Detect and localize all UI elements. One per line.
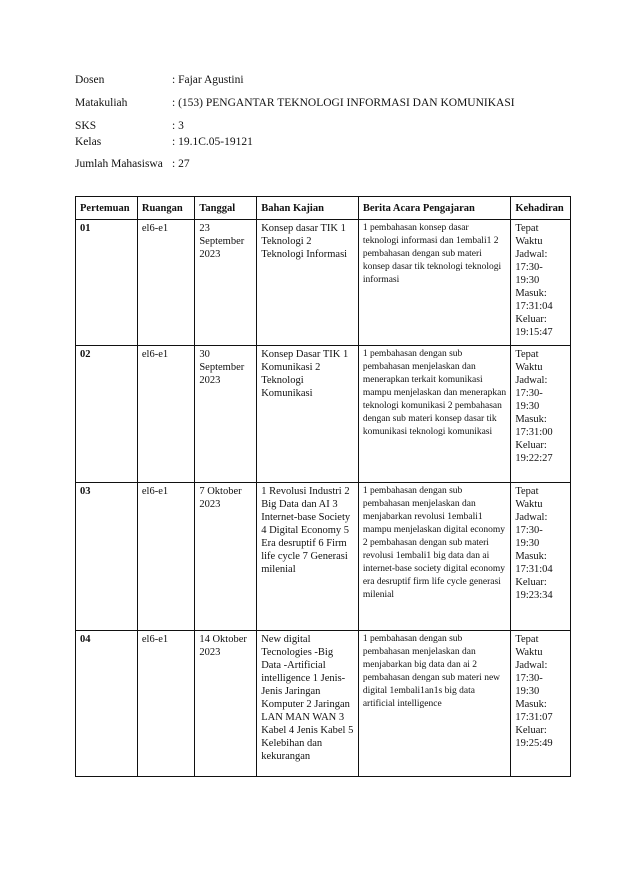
students-row [75, 150, 555, 178]
attendance-status: Tepat Waktu [515, 486, 543, 510]
attendance-in: Masuk: 17:31:07 [515, 699, 553, 723]
meeting-number: 01 [76, 220, 138, 346]
lecturer-label: Dosen [75, 74, 105, 86]
lecturer-row [75, 72, 555, 88]
course-info [75, 72, 555, 178]
attendance-cell [511, 220, 571, 346]
column-header: Tanggal [195, 197, 257, 220]
room-cell: el6-e1 [137, 631, 194, 777]
attendance-cell [511, 346, 571, 483]
room-cell: el6-e1 [137, 346, 194, 483]
date-cell: 30 September 2023 [195, 346, 257, 483]
teaching-report-cell: 1 pembahasan dengan sub pembahasan menjelaskan dan menerapkan terkait komunikasi mampu menjelaskan dan menerapkan teknologi komunikasi 2 pembahasan dengan sub materi konsep dasar tik komunikasi teknologi komunikasi [358, 346, 510, 483]
class-label: Kelas [75, 136, 102, 148]
attendance-status: Tepat Waktu [515, 634, 543, 658]
course-label: Matakuliah [75, 97, 128, 109]
topic-cell: New digital Tecnologies -Big Data -Artificial intelligence 1 Jenis-Jenis Jaringan Komputer 2 Jaringan LAN MAN WAN 3 Kabel 4 Jenis Kabel 5 Kelebihan dan kekurangan [257, 631, 359, 777]
attendance-cell [511, 631, 571, 777]
date-cell: 7 Oktober 2023 [195, 483, 257, 631]
attendance-in: Masuk: 17:31:04 [515, 551, 553, 575]
teaching-report-cell: 1 pembahasan konsep dasar teknologi informasi dan 1embali1 2 pembahasan dengan sub materi konsep dasar tik teknologi teknologi informasi [358, 220, 510, 346]
attendance-out: Keluar: 19:15:47 [515, 314, 553, 338]
topic-cell: Konsep Dasar TIK 1 Komunikasi 2 Teknologi Komunikasi [257, 346, 359, 483]
meeting-number: 02 [76, 346, 138, 483]
attendance-out: Keluar: 19:22:27 [515, 440, 553, 464]
topic-cell: 1 Revolusi Industri 2 Big Data dan AI 3 Internet-base Society 4 Digital Economy 5 Era desruptif 6 Firm life cycle 7 Generasi milenial [257, 483, 359, 631]
table-row [76, 483, 571, 631]
column-header: Ruangan [137, 197, 194, 220]
course-value: : (153) PENGANTAR TEKNOLOGI INFORMASI DAN KOMUNIKASI [172, 97, 515, 109]
date-cell: 23 September 2023 [195, 220, 257, 346]
table-row [76, 346, 571, 483]
credits-row [75, 118, 555, 134]
teaching-report-cell: 1 pembahasan dengan sub pembahasan menjelaskan dan menjabarkan big data dan ai 2 pembahasan dengan sub materi new digital 1embali1an1s big data artificial intelligence [358, 631, 510, 777]
attendance-in: Masuk: 17:31:04 [515, 288, 553, 312]
class-value: : 19.1C.05-19121 [172, 136, 253, 148]
attendance-schedule: Jadwal: 17:30-19:30 [515, 375, 548, 412]
room-cell: el6-e1 [137, 483, 194, 631]
table-header [76, 197, 571, 220]
column-header: Berita Acara Pengajaran [358, 197, 510, 220]
credits-value: : 3 [172, 120, 184, 132]
topic-cell: Konsep dasar TIK 1 Teknologi 2 Teknologi Informasi [257, 220, 359, 346]
students-value: : 27 [172, 158, 190, 170]
column-header: Bahan Kajian [257, 197, 359, 220]
meeting-number: 03 [76, 483, 138, 631]
attendance-cell [511, 483, 571, 631]
date-cell: 14 Oktober 2023 [195, 631, 257, 777]
attendance-schedule: Jadwal: 17:30-19:30 [515, 660, 548, 697]
attendance-schedule: Jadwal: 17:30-19:30 [515, 512, 548, 549]
teaching-report-cell: 1 pembahasan dengan sub pembahasan menjelaskan dan menjabarkan revolusi 1embali1 mampu menjelaskan digital economy 2 pembahasan dengan sub materi revolusi 1embali1 big data dan ai internet-base society digital economy era desruptif firm life cycle generasi milenial [358, 483, 510, 631]
students-label: Jumlah Mahasiswa [75, 158, 163, 170]
meeting-number: 04 [76, 631, 138, 777]
attendance-out: Keluar: 19:25:49 [515, 725, 553, 749]
lecturer-value: : Fajar Agustini [172, 74, 244, 86]
column-header: Kehadiran [511, 197, 571, 220]
column-header: Pertemuan [76, 197, 138, 220]
course-row [75, 88, 555, 118]
table-row [76, 220, 571, 346]
credits-label: SKS [75, 120, 97, 132]
attendance-status: Tepat Waktu [515, 223, 543, 247]
room-cell: el6-e1 [137, 220, 194, 346]
attendance-out: Keluar: 19:23:34 [515, 577, 553, 601]
class-row [75, 134, 555, 150]
table-row [76, 631, 571, 777]
attendance-table [75, 196, 571, 777]
attendance-status: Tepat Waktu [515, 349, 543, 373]
attendance-schedule: Jadwal: 17:30-19:30 [515, 249, 548, 286]
attendance-in: Masuk: 17:31:00 [515, 414, 553, 438]
